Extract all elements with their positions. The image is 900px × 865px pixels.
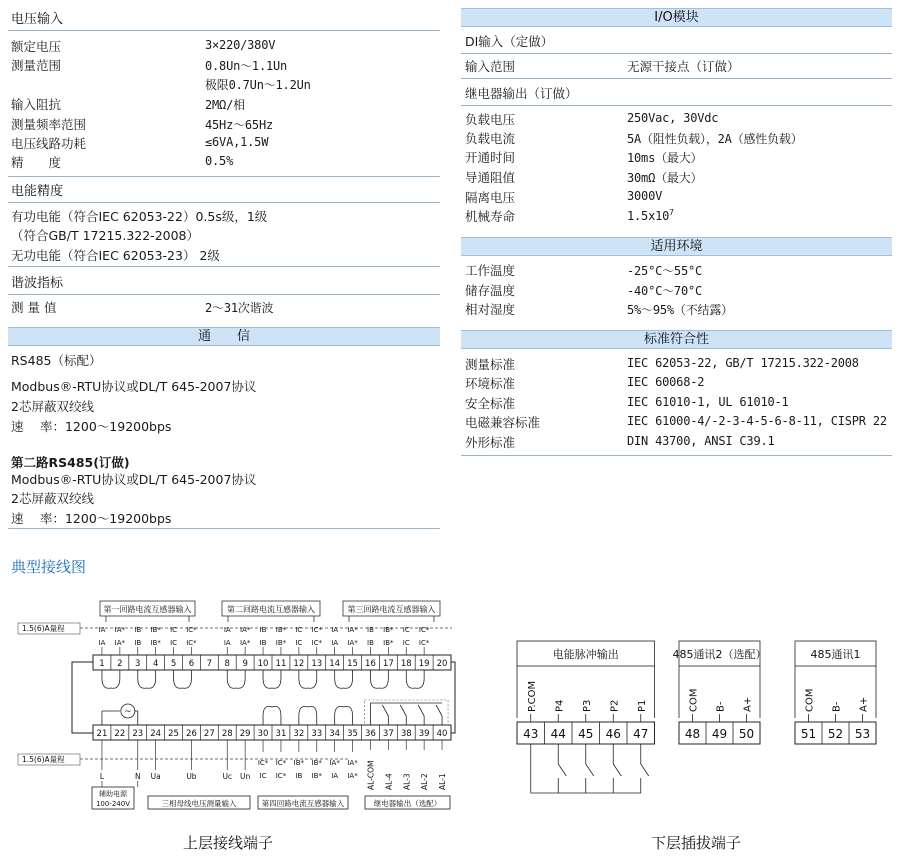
bottom-pin-label: Ua	[150, 772, 161, 781]
rs485-1-pin-label: B-	[831, 701, 843, 712]
bottom-pin-label-row2: IC*	[275, 772, 287, 780]
top-terminal-number: 6	[188, 659, 195, 669]
wiring-title: 典型接线图	[11, 558, 87, 576]
exponent: 7	[669, 208, 674, 217]
top-pin-label-row2: IC*	[186, 639, 197, 647]
divider	[8, 266, 440, 267]
relay-row-value: 10ms（最大）	[627, 151, 703, 165]
top-pin-label: IC*	[186, 626, 197, 634]
pulse-switch	[558, 764, 566, 776]
relay-row-value: 5A（阻性负载），2A（感性负载）	[627, 132, 803, 146]
top-terminal-number: 15	[347, 659, 358, 669]
bottom-pin-label-row2: IA	[331, 772, 339, 780]
voltage-row-label: 额定电压	[11, 39, 62, 54]
divider	[461, 53, 892, 54]
rs485-2-terminal-number: 50	[738, 727, 755, 741]
pulse-pin-label: P4	[554, 699, 566, 712]
top-pin-label-row2: IA*	[239, 639, 251, 647]
top-pin-label-row2: IA*	[347, 639, 358, 647]
top-pin-label: IA	[331, 626, 339, 634]
bottom-terminal-number: 32	[293, 729, 305, 739]
top-terminal-number: 17	[382, 659, 394, 669]
bottom-terminal-number: 38	[400, 729, 412, 739]
bottom-pin-label: IC*	[257, 759, 269, 767]
top-terminal-number: 10	[257, 659, 269, 669]
ct4-coil	[335, 706, 353, 725]
bottom-terminal-number: 29	[239, 729, 251, 739]
top-pin-label-row2: IC	[295, 639, 303, 647]
voltage-input-title: 电压输入	[11, 12, 64, 27]
std-row-label: 安全标准	[465, 396, 516, 411]
rs485-2-pin-label: A+	[742, 696, 754, 712]
pulse-pin-label: P1	[636, 699, 648, 712]
divider	[8, 176, 440, 177]
ct-coil	[227, 670, 245, 688]
top-pin-label: IB	[367, 626, 374, 634]
bottom-terminal-number: 36	[365, 729, 376, 739]
relay-title: 继电器输出（订做）	[465, 86, 578, 101]
relay-row-label: 机械寿命	[465, 209, 516, 224]
ct-group-label: 第二回路电流互感器输入	[227, 605, 315, 614]
top-pin-label-row2: IA	[331, 639, 339, 647]
env-row-label: 储存温度	[465, 283, 516, 298]
bottom-pin-label: IA*	[329, 759, 340, 767]
rs485-2-terminal-number: 48	[684, 727, 701, 741]
bottom-pin-label: IB*	[311, 759, 322, 767]
top-terminal-number: 14	[329, 659, 341, 669]
ct-group-label: 第三回路电流互感器输入	[347, 605, 436, 614]
energy-accuracy-title: 电能精度	[11, 184, 64, 199]
top-pin-label: IB	[259, 626, 267, 634]
di-row-value: 无源干接点（订做）	[627, 59, 740, 74]
voltage-row-label: 精 度	[11, 155, 62, 170]
std-row-value: IEC 61010-1, UL 61010-1	[627, 395, 789, 409]
pulse-switch	[613, 764, 621, 776]
pulse-switch	[586, 764, 594, 776]
top-pin-label: IA*	[239, 626, 251, 634]
top-pin-label: IC	[170, 626, 178, 634]
divider	[8, 294, 440, 295]
env-row-label: 工作温度	[465, 263, 516, 278]
relay-row-value: $1.5x10^7$	[627, 208, 674, 223]
top-terminal-number: 1	[99, 659, 105, 669]
rs485-1-terminal-number: 53	[854, 727, 871, 741]
bottom-terminal-number: 35	[347, 729, 358, 739]
lower-wiring-diagram	[505, 630, 900, 810]
std-row-value: IEC 62053-22, GB/T 17215.322-2008	[627, 356, 859, 370]
relay-pin-label: AL-4	[384, 773, 394, 790]
env-row-label: 相对湿度	[465, 302, 516, 317]
top-terminal-number: 5	[170, 659, 177, 669]
top-terminal-number: 16	[365, 659, 376, 669]
aux-power-voltage: 100-240V	[95, 800, 131, 808]
bottom-terminal-number: 37	[382, 729, 394, 739]
bottom-terminal-number: 33	[311, 729, 323, 739]
energy-line-3: 无功电能（符合IEC 62053-23） 2级	[11, 248, 220, 263]
std-row-label: 外形标准	[465, 435, 516, 450]
ct4-coil	[299, 706, 317, 725]
top-pin-label: IB*	[150, 626, 161, 634]
top-terminal-number: 2	[117, 659, 123, 669]
rs485-2-title: 485通讯2（选配）	[672, 648, 767, 661]
rs485b-line: Modbus®-RTU协议或DL/T 645-2007协议	[11, 472, 257, 487]
comm-bar: 通 信	[8, 327, 440, 346]
upper-terminal-caption: 上层接线端子	[183, 834, 274, 852]
pulse-terminal-number: 47	[633, 727, 649, 741]
top-pin-label: IB*	[275, 626, 287, 634]
relay-row-label: 负载电流	[465, 131, 516, 146]
rs485-1-terminal-number: 52	[827, 727, 844, 741]
voltage-row-label: 输入阻抗	[11, 97, 62, 112]
pulse-terminal-number: 43	[523, 727, 539, 741]
bottom-terminal-number: 23	[132, 729, 144, 739]
top-pin-label-row2: IC	[170, 639, 178, 647]
bottom-terminal-number: 34	[329, 729, 341, 739]
top-pin-label: IC	[295, 626, 303, 634]
upper-wiring-diagram	[0, 590, 460, 820]
bottom-terminal-number: 21	[96, 729, 108, 739]
bottom-terminal-number: 39	[418, 729, 430, 739]
divider	[461, 105, 892, 106]
top-pin-label-row2: IB*	[275, 639, 287, 647]
ac-wave-glyph: ~	[124, 707, 132, 717]
top-pin-label-row2: IB*	[150, 639, 161, 647]
bottom-pin-label-row2: IA*	[347, 772, 358, 780]
top-pin-label-row2: IA*	[114, 639, 126, 647]
top-terminal-number: 18	[400, 659, 412, 669]
std-row-label: 电磁兼容标准	[465, 415, 541, 430]
bottom-terminal-number: 22	[114, 729, 126, 739]
divider	[8, 202, 440, 203]
harmonic-label: 测 量 值	[11, 300, 57, 315]
bottom-terminal-number: 31	[275, 729, 287, 739]
bottom-terminal-number: 27	[203, 729, 215, 739]
bottom-pin-label: IB*	[293, 759, 305, 767]
top-pin-label: IB*	[383, 626, 394, 634]
ct-coil	[174, 670, 192, 688]
top-pin-label: IA	[98, 626, 106, 634]
voltage-row-label: 电压线路功耗	[11, 136, 87, 151]
bottom-pin-label: L	[99, 772, 105, 781]
energy-line-1: 有功电能（符合IEC 62053-22）0.5s级，1级	[11, 209, 268, 224]
ct-group-label: 第一回路电流互感器输入	[103, 605, 192, 614]
bottom-pin-label: IC*	[275, 759, 287, 767]
rs485b-line: 2芯屏蔽双绞线	[11, 491, 94, 506]
pulse-pin-label: P3	[581, 699, 593, 712]
relay-row-value: 3000V	[627, 189, 663, 203]
bottom-pin-label: Uc	[222, 772, 233, 781]
relay-row-value: 30mΩ（最大）	[627, 171, 703, 185]
bottom-pin-label-row2: IB	[295, 772, 303, 780]
top-pin-label-row2: IB	[367, 639, 374, 647]
rs485-line: 2芯屏蔽双绞线	[11, 399, 94, 414]
ct-coil	[263, 670, 281, 688]
relay-row-label: 负载电压	[465, 112, 516, 127]
rs485b-title: 第二路RS485(订做)	[11, 455, 130, 470]
bottom-group-label: 三相母线电压测量输入	[161, 799, 237, 808]
top-pin-label-row2: IC*	[418, 639, 430, 647]
voltage-row-value: 极限0.7Un～1.2Un	[205, 78, 311, 92]
bottom-terminal-number: 40	[436, 729, 448, 739]
bottom-pin-label: Un	[240, 772, 251, 781]
std-row-label: 环境标准	[465, 376, 516, 391]
top-terminal-number: 8	[224, 659, 230, 669]
relay-pin-label: AL-2	[420, 773, 430, 790]
voltage-row-value: 2MΩ/相	[205, 98, 245, 112]
di-title: DI输入（定做）	[465, 34, 554, 49]
ct4-coil	[263, 706, 281, 725]
bottom-pin-label: Ub	[186, 772, 197, 781]
top-pin-label: IC*	[418, 626, 430, 634]
top-terminal-number: 19	[418, 659, 430, 669]
std-bar: 标准符合性	[461, 330, 892, 349]
pulse-pin-label: P2	[609, 699, 621, 712]
rs485-1-terminal-number: 51	[800, 727, 817, 741]
rs485-title: RS485（标配）	[11, 353, 102, 368]
top-terminal-number: 13	[311, 659, 323, 669]
pulse-pin-label: P.COM	[526, 680, 538, 712]
rs485-line: Modbus®-RTU协议或DL/T 645-2007协议	[11, 379, 257, 394]
top-terminal-number: 12	[293, 659, 305, 669]
rs485b-line: 速 率：1200～19200bps	[11, 511, 172, 526]
frame-right	[451, 662, 455, 733]
top-terminal-number: 3	[135, 659, 141, 669]
aux-power-label: 辅助电源	[99, 790, 127, 798]
top-pin-label-row2: IB	[259, 639, 267, 647]
ct-coil	[299, 670, 317, 688]
bottom-pin-label: N	[134, 772, 141, 781]
relay-pin-label: AL-COM	[366, 760, 376, 790]
env-row-value: -40°C～70°C	[627, 284, 703, 298]
pulse-switch	[641, 764, 649, 776]
relay-row-label: 开通时间	[465, 150, 516, 165]
std-row-value: IEC 60068-2	[627, 375, 705, 389]
top-pin-label-row2: IA	[98, 639, 106, 647]
relay-row-label: 导通阻值	[465, 170, 516, 185]
std-row-value: IEC 61000-4/-2-3-4-5-6-8-11, CISPR 22	[627, 414, 887, 428]
voltage-row-label: 测量范围	[11, 58, 62, 73]
rs485-1-pin-label: A+	[858, 696, 870, 712]
bottom-terminal-number: 30	[257, 729, 269, 739]
top-pin-label-row2: IC	[402, 639, 410, 647]
ct-coil	[335, 670, 353, 688]
bottom-pin-label: IA*	[347, 759, 358, 767]
env-row-value: -25°C～55°C	[627, 264, 703, 278]
bottom-terminal-number: 26	[186, 729, 197, 739]
pulse-terminal-number: 44	[550, 727, 566, 741]
voltage-row-value: 45Hz～65Hz	[205, 118, 273, 132]
bottom-group-label: 第四回路电流互感器输入	[261, 799, 345, 808]
bottom-terminal-number: 25	[168, 729, 179, 739]
env-bar: 适用环境	[461, 237, 892, 256]
top-pin-label-row2: IC*	[311, 639, 322, 647]
divider	[461, 78, 892, 79]
lower-terminal-caption: 下层插拔端子	[651, 834, 742, 852]
divider	[8, 528, 440, 529]
pulse-terminal-number: 46	[605, 727, 621, 741]
std-row-value: DIN 43700, ANSI C39.1	[627, 434, 775, 448]
bottom-terminal-number: 28	[221, 729, 233, 739]
relay-row-value: 250Vac, 30Vdc	[627, 111, 719, 125]
ct-coil	[370, 670, 388, 688]
divider	[8, 30, 440, 31]
rs485-1-title: 485通讯1	[810, 648, 861, 661]
voltage-row-value: 3×220/380V	[205, 38, 276, 52]
rs485-1-pin-label: COM	[804, 688, 816, 712]
top-pin-label-row2: IA	[223, 639, 231, 647]
pulse-terminal-number: 45	[578, 727, 594, 741]
ct-coil	[406, 670, 424, 688]
rs485-line: 速 率：1200～19200bps	[11, 419, 172, 434]
bottom-terminal-number: 24	[150, 729, 162, 739]
energy-line-2: （符合GB/T 17215.322-2008）	[11, 228, 200, 243]
ct-range-label: 1.5(6)A量程	[22, 624, 65, 633]
ct-coil	[138, 670, 156, 688]
harmonic-title: 谐波指标	[11, 276, 64, 291]
top-pin-label-row2: IB	[134, 639, 142, 647]
rs485-2-pin-label: B-	[715, 701, 727, 712]
bottom-pin-label-row2: IB*	[311, 772, 322, 780]
top-pin-label: IB	[134, 626, 142, 634]
rs485-2-terminal-number: 49	[711, 727, 728, 741]
relay-contact	[418, 705, 424, 716]
ct-coil	[102, 670, 120, 688]
relay-row-label: 隔离电压	[465, 190, 516, 205]
bottom-group-label: 继电器输出（选配）	[373, 799, 442, 808]
voltage-row-value: ≤6VA,1.5W	[205, 135, 269, 149]
relay-contact	[400, 705, 406, 716]
io-bar: I/O模块	[461, 8, 892, 27]
voltage-row-label: 测量频率范围	[11, 117, 87, 132]
top-terminal-number: 7	[206, 659, 213, 669]
top-terminal-number: 20	[436, 659, 448, 669]
relay-pin-label: AL-3	[402, 773, 412, 790]
top-pin-label: IC	[402, 626, 410, 634]
di-row-label: 输入范围	[465, 59, 516, 74]
voltage-row-value: 0.5%	[205, 154, 234, 168]
relay-pin-label: AL-1	[438, 773, 448, 790]
pulse-title: 电能脉冲输出	[552, 648, 619, 661]
frame-left	[72, 662, 93, 733]
std-row-label: 测量标准	[465, 357, 516, 372]
relay-contact	[436, 705, 442, 716]
top-pin-label: IA*	[114, 626, 126, 634]
top-pin-label: IA	[223, 626, 231, 634]
top-terminal-number: 4	[152, 659, 159, 669]
top-pin-label: IC*	[311, 626, 322, 634]
top-terminal-number: 11	[275, 659, 287, 669]
bottom-pin-label-row2: IC	[259, 772, 267, 780]
voltage-row-value: 0.8Un～1.1Un	[205, 59, 288, 73]
harmonic-value: 2～31次谐波	[205, 301, 274, 315]
rs485-2-pin-label: COM	[688, 688, 700, 712]
relay-contact	[382, 705, 388, 716]
top-terminal-number: 9	[242, 659, 248, 669]
top-pin-label-row2: IB*	[383, 639, 394, 647]
divider	[461, 455, 892, 456]
top-pin-label: IA*	[347, 626, 358, 634]
env-row-value: 5%～95%（不结露）	[627, 303, 733, 317]
bottom-range-label: 1.5(6)A量程	[22, 755, 65, 764]
